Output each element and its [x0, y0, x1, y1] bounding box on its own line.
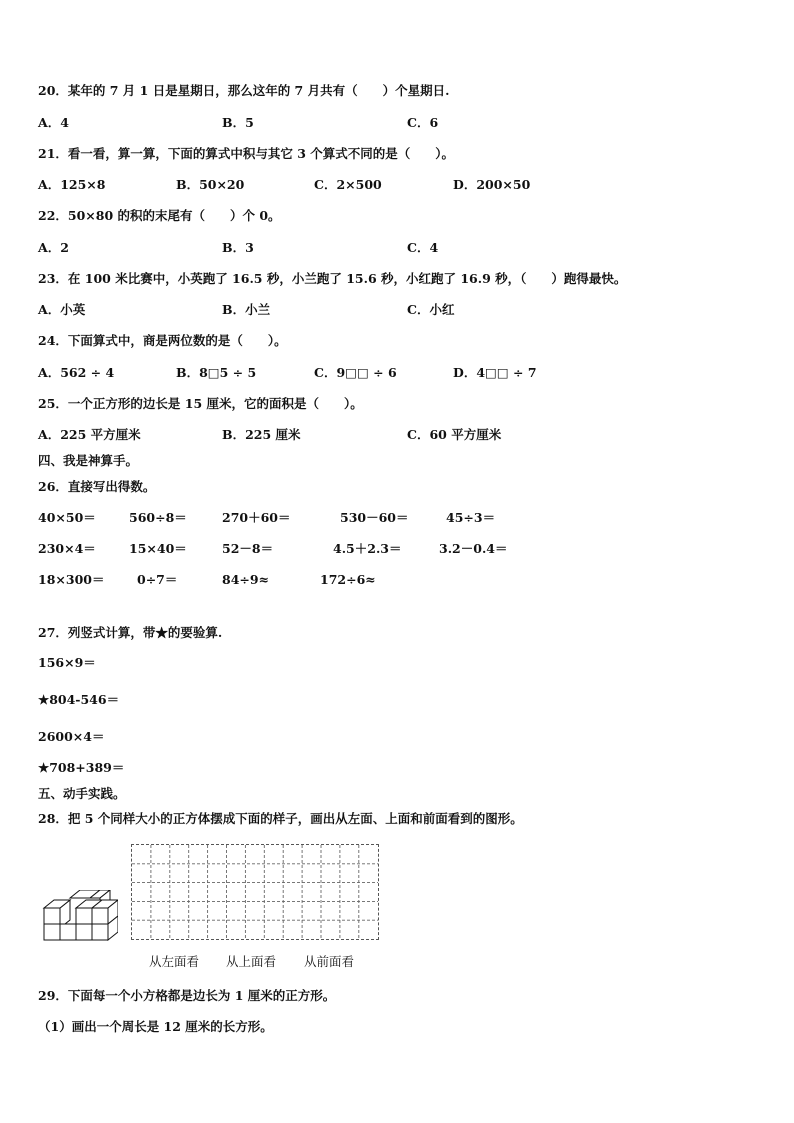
- drawing-grid[interactable]: [131, 844, 379, 940]
- section-five-heading: 五、动手实践。: [38, 786, 126, 801]
- q28-stem: 28．把 5 个同样大小的正方体摆成下面的样子，画出从左面、上面和前面看到的图形。: [38, 811, 523, 826]
- view-label-top: 从上面看: [226, 954, 277, 969]
- q24-option-b: B．8□5 ÷ 5: [176, 365, 257, 380]
- view-label-front: 从前面看: [304, 954, 355, 969]
- q22-stem: 22．50×80 的积的末尾有（ ）个 0。: [38, 208, 281, 223]
- q26-r1-c1: 40×50＝: [38, 510, 96, 525]
- q21-option-b: B．50×20: [176, 177, 245, 192]
- q24-option-a: A．562 ÷ 4: [38, 365, 115, 380]
- q26-stem: 26．直接写出得数。: [38, 479, 156, 494]
- section-four-heading: 四、我是神算手。: [38, 453, 139, 468]
- q26-r2-c1: 230×4＝: [38, 541, 96, 556]
- q27-stem: 27．列竖式计算，带★的要验算.: [38, 625, 223, 640]
- q20-option-b: B．5: [222, 115, 254, 130]
- q23-option-b: B．小兰: [222, 302, 271, 317]
- q26-r1-c2: 560÷8＝: [129, 510, 187, 525]
- q24-option-c: C．9□□ ÷ 6: [314, 365, 397, 380]
- q26-r2-c4: 4.5＋2.3＝: [333, 541, 402, 556]
- q26-r2-c5: 3.2－0.4＝: [439, 541, 508, 556]
- q25-option-c: C．60 平方厘米: [407, 427, 502, 442]
- q26-r1-c5: 45÷3＝: [446, 510, 496, 525]
- q29-sub1: （1）画出一个周长是 12 厘米的长方形。: [38, 1019, 273, 1034]
- q22-option-b: B．3: [222, 240, 254, 255]
- q26-r3-c4: 172÷6≈: [320, 572, 376, 587]
- q26-r2-c2: 15×40＝: [129, 541, 187, 556]
- q27-item-1: 156×9＝: [38, 655, 96, 670]
- q26-r3-c1: 18×300＝: [38, 572, 105, 587]
- q25-stem: 25．一个正方形的边长是 15 厘米，它的面积是（ ）。: [38, 396, 363, 411]
- q20-option-a: A．4: [38, 115, 69, 130]
- q23-option-a: A．小英: [38, 302, 86, 317]
- q24-stem: 24．下面算式中，商是两位数的是（ ）。: [38, 333, 287, 348]
- q27-item-3: 2600×4＝: [38, 729, 105, 744]
- q26-r1-c4: 530－60＝: [340, 510, 409, 525]
- q25-option-a: A．225 平方厘米: [38, 427, 141, 442]
- q22-option-c: C．4: [407, 240, 439, 255]
- q20-stem: 20．某年的 7 月 1 日是星期日，那么这年的 7 月共有（ ）个星期日.: [38, 83, 450, 98]
- q24-option-d: D．4□□ ÷ 7: [453, 365, 537, 380]
- cube-stack-figure: [40, 890, 118, 944]
- q26-r1-c3: 270＋60＝: [222, 510, 291, 525]
- view-label-left: 从左面看: [149, 954, 200, 969]
- q23-stem: 23．在 100 米比赛中，小英跑了 16.5 秒，小兰跑了 15.6 秒，小红跑了 16.9 秒，（ ）跑得最快。: [38, 271, 627, 286]
- q21-stem: 21．看一看，算一算，下面的算式中积与其它 3 个算式不同的是（ ）。: [38, 146, 455, 161]
- q29-stem: 29．下面每一个小方格都是边长为 1 厘米的正方形。: [38, 988, 336, 1003]
- q27-item-2: ★804-546＝: [38, 692, 120, 707]
- q27-item-4: ★708+389＝: [38, 760, 125, 775]
- q26-r2-c3: 52－8＝: [222, 541, 274, 556]
- q21-option-c: C．2×500: [314, 177, 382, 192]
- q25-option-b: B．225 厘米: [222, 427, 301, 442]
- q22-option-a: A．2: [38, 240, 69, 255]
- q20-option-c: C．6: [407, 115, 439, 130]
- q26-r3-c2: 0÷7＝: [137, 572, 178, 587]
- q26-r3-c3: 84÷9≈: [222, 572, 270, 587]
- q23-option-c: C．小红: [407, 302, 455, 317]
- q21-option-a: A．125×8: [38, 177, 106, 192]
- q21-option-d: D．200×50: [453, 177, 531, 192]
